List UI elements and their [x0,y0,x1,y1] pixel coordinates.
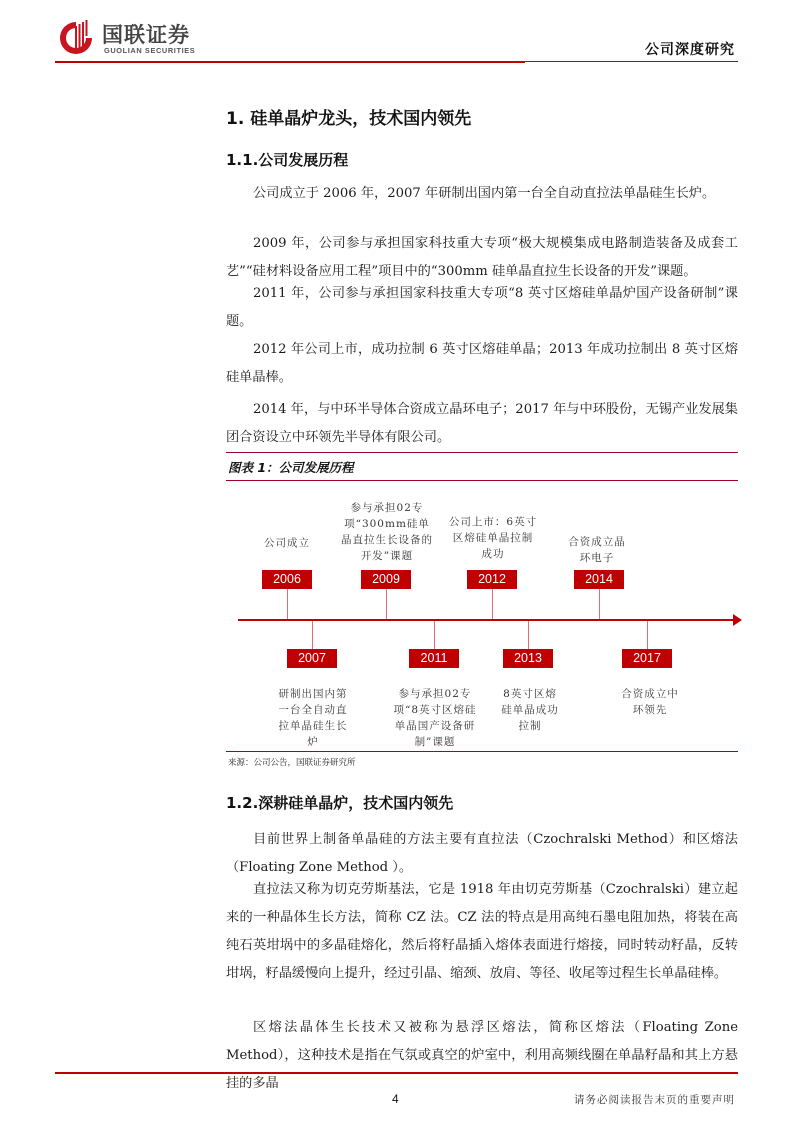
timeline-arrow-icon [733,614,742,626]
year-badge-2011: 2011 [409,649,459,668]
timeline-event-2017: 合资成立中环领先 [621,688,679,716]
footer-disclaimer: 请务必阅读报告末页的重要声明 [574,1094,735,1106]
figure-title-rule [226,480,738,481]
figure-source: 来源：公司公告，国联证券研究所 [228,758,356,768]
year-badge-2017: 2017 [622,649,672,668]
timeline-stem [599,589,600,619]
paragraph: 2014 年，与中环半导体合资成立晶环电子；2017 年与中环股份，无锡产业发展集团合资设立中环领先半导体有限公司。 [226,402,738,445]
logo-chinese-name: 国联证券 [102,23,190,47]
header-divider-thick [55,61,525,63]
figure-top-rule [226,452,738,453]
paragraph: 2012 年公司上市，成功拉制 6 英寸区熔硅单晶；2013 年成功拉制出 8 英寸区熔硅单晶棒。 [226,342,738,385]
year-badge-2006: 2006 [262,570,312,589]
year-badge-2014: 2014 [574,570,624,589]
report-type-label: 公司深度研究 [645,42,735,58]
paragraph: 2009 年，公司参与承担国家科技重大专项“极大规模集成电路制造装备及成套工艺”“硅材料设备应用工程”项目中的“300mm 硅单晶直拉生长设备的开发”课题。 [226,236,738,279]
timeline-event-2009: 参与承担02专项“300mm硅单晶直拉生长设备的开发”课题 [341,502,433,562]
figure-bottom-rule [226,751,738,752]
year-badge-2013: 2013 [503,649,553,668]
timeline-stem [492,589,493,619]
paragraph: 公司成立于 2006 年，2007 年研制出国内第一台全自动直拉法单晶硅生长炉。 [253,186,716,201]
timeline-event-2006: 公司成立 [264,537,310,549]
subsection-heading-1-1: 1.1.公司发展历程 [226,151,349,169]
company-logo [58,18,208,58]
year-badge-2009: 2009 [361,570,411,589]
year-badge-2007: 2007 [287,649,337,668]
timeline-stem [386,589,387,619]
footer-divider [55,1072,738,1074]
header-divider-thin [525,61,738,62]
timeline-event-2013: 8英寸区熔硅单晶成功拉制 [501,688,559,732]
section-heading: 1. 硅单晶炉龙头，技术国内领先 [226,109,472,129]
timeline-axis [238,619,738,621]
paragraph: 直拉法又称为切克劳斯基法，它是 1918 年由切克劳斯基（Czochralski）建立起来的一种晶体生长方法，简称 CZ 法。CZ 法的特点是用高纯石墨电阻加热，将装在高纯石英坩埚中的多晶硅熔化，然后将籽晶插入熔体表面进行熔接，同时转动籽晶，反转坩埚，籽晶缓慢向上提升，经过引晶、缩颈、放肩、等径、收尾等过程生长单晶硅棒。 [226,882,738,981]
timeline-event-2007: 研制出国内第一台全自动直拉单晶硅生长炉 [278,688,348,748]
timeline-stem [647,621,648,650]
paragraph: 目前世界上制备单晶硅的方法主要有直拉法（Czochralski Method）和区熔法（Floating Zone Method ）。 [226,832,738,875]
subsection-heading-1-2: 1.2.深耕硅单晶炉，技术国内领先 [226,794,454,812]
timeline-stem [312,621,313,650]
timeline-stem [287,589,288,619]
page-number: 4 [392,1092,399,1106]
paragraph: 2011 年，公司参与承担国家科技重大专项“8 英寸区熔硅单晶炉国产设备研制”课题。 [226,286,738,329]
timeline-event-2012: 公司上市：6英寸区熔硅单晶拉制成功 [448,516,538,560]
logo-english-name: GUOLIAN SECURITIES [104,46,196,55]
guolian-logo-icon [58,20,94,56]
timeline-stem [528,621,529,650]
figure-title: 图表 1：公司发展历程 [228,460,354,475]
timeline-event-2014: 合资成立晶环电子 [568,536,626,564]
timeline-stem [434,621,435,650]
year-badge-2012: 2012 [467,570,517,589]
timeline-event-2011: 参与承担02专项“8英寸区熔硅单晶国产设备研制”课题 [393,688,477,748]
paragraph: 区熔法晶体生长技术又被称为悬浮区熔法，简称区熔法（Floating Zone Method），这种技术是指在气氛或真空的炉室中，利用高频线圈在单晶籽晶和其上方悬挂的多晶 [226,1020,738,1091]
